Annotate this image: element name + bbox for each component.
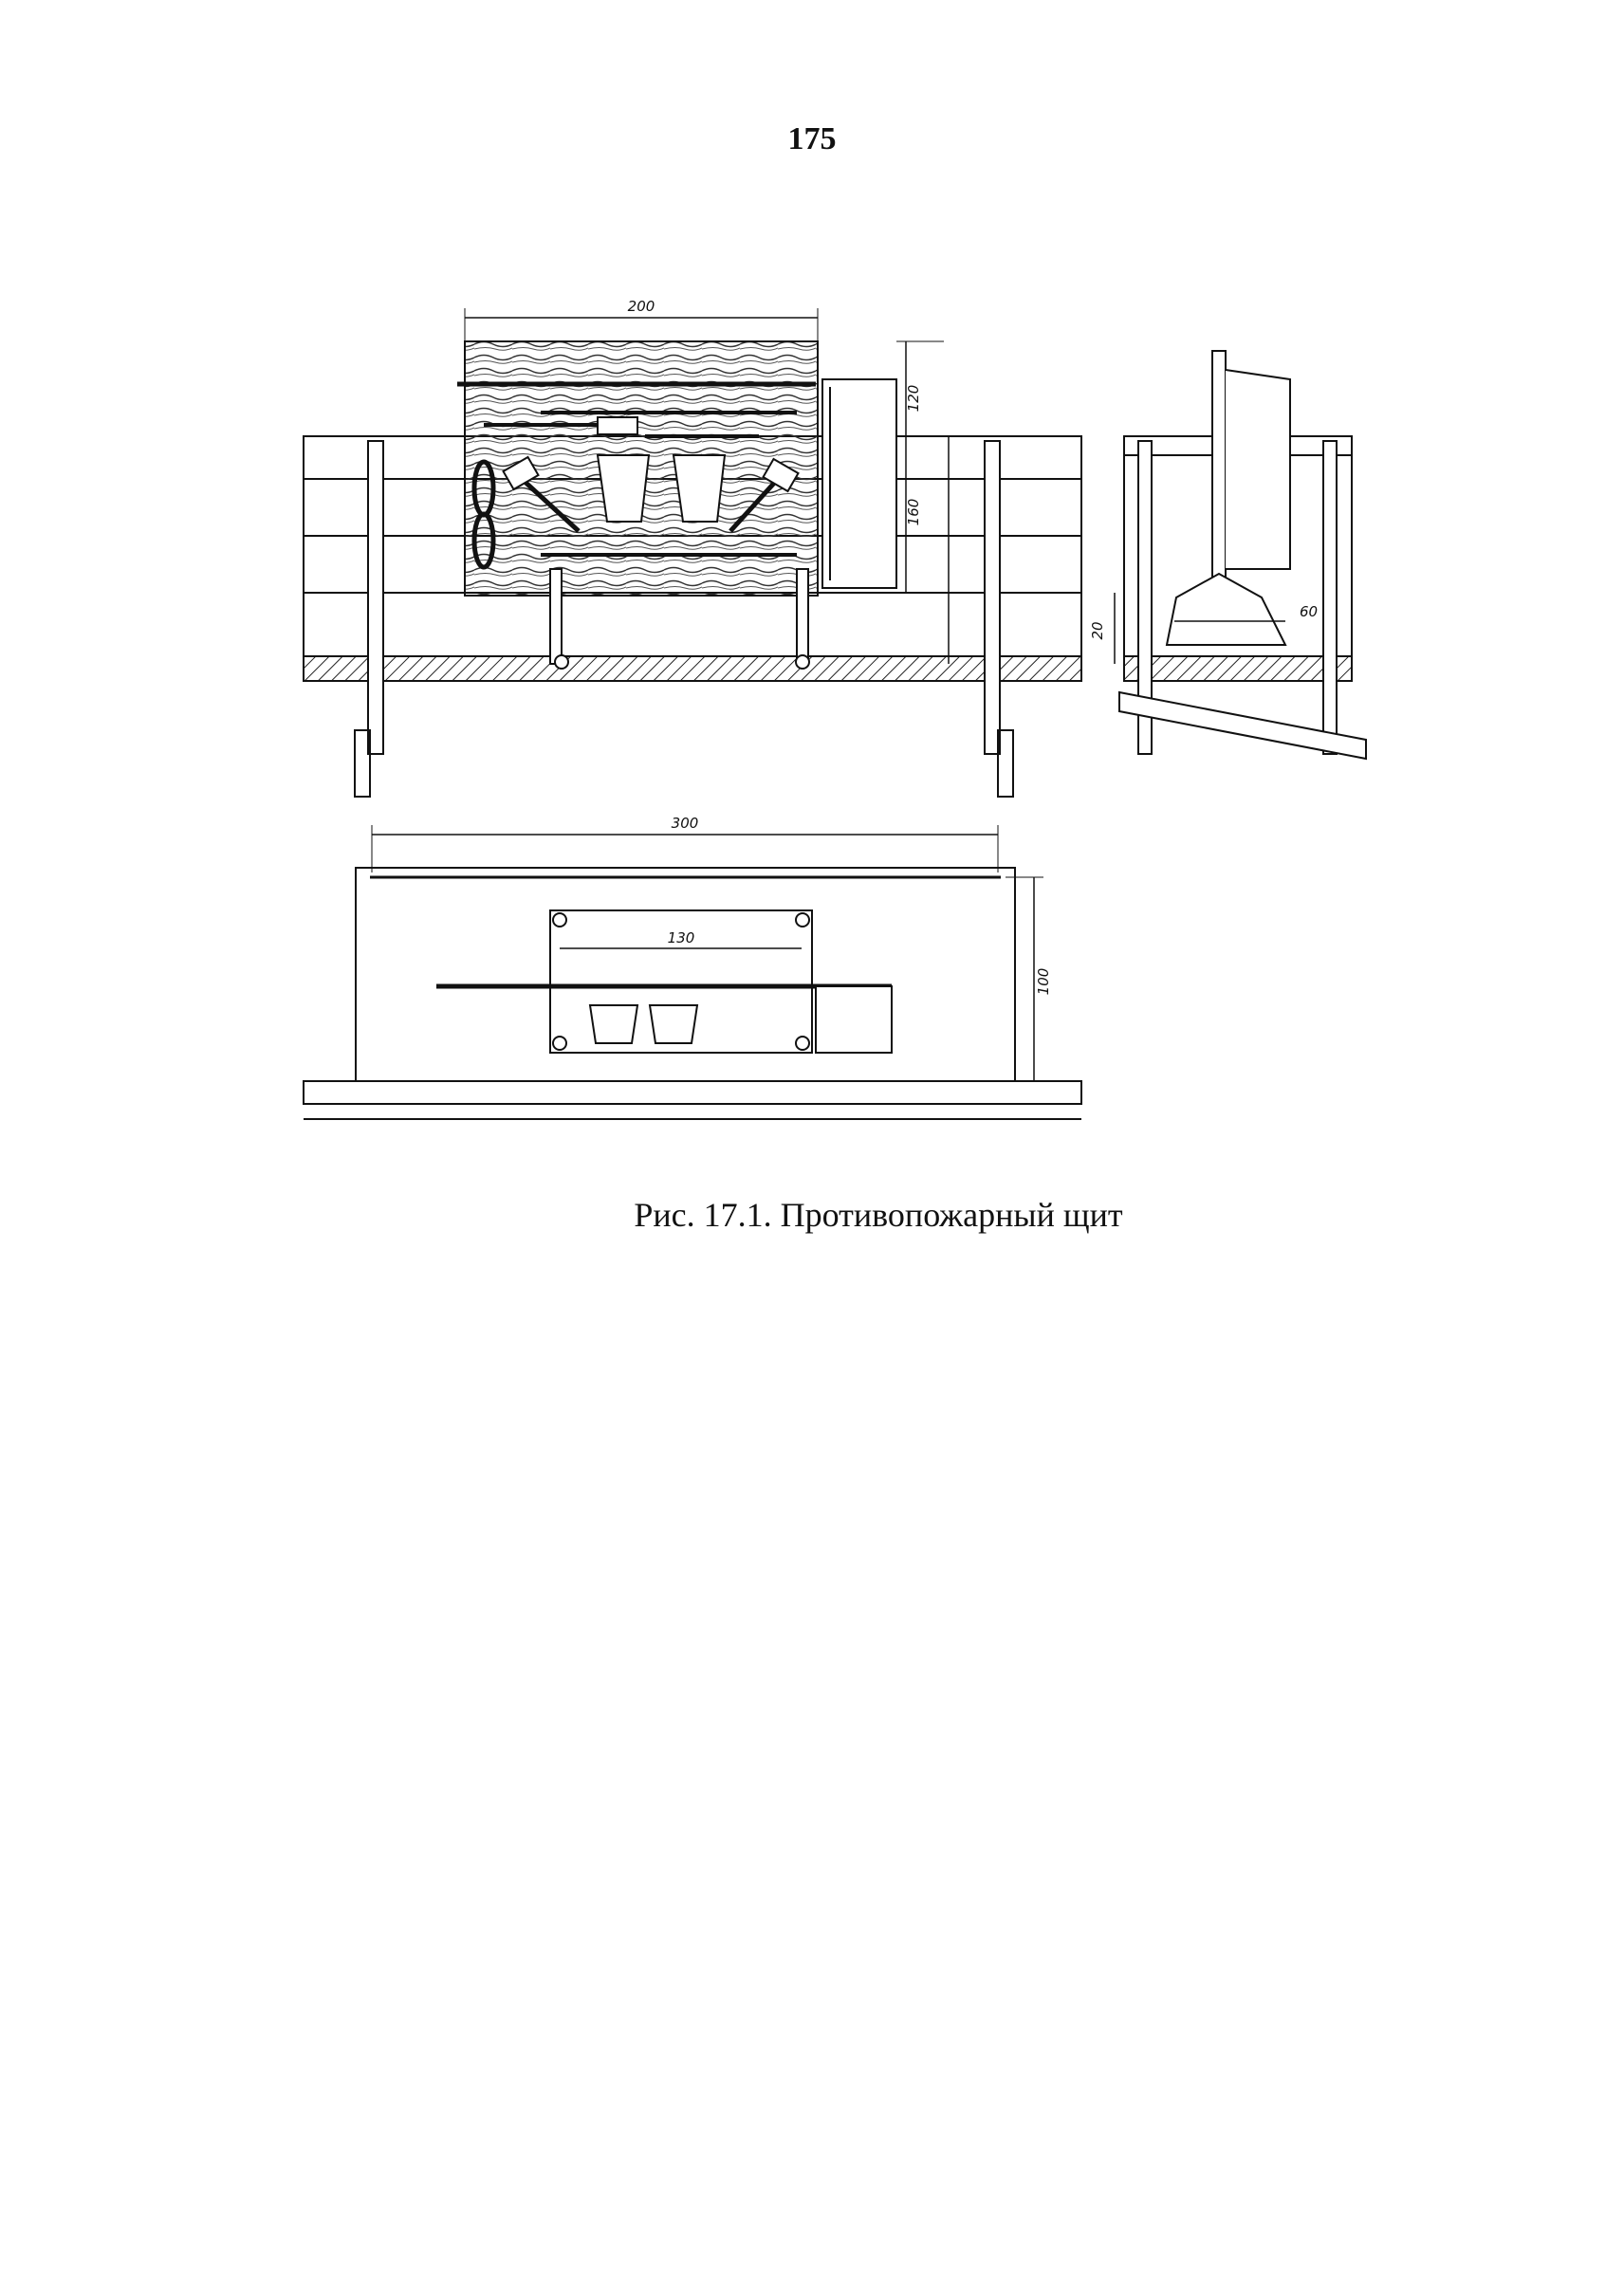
dim-side-offset: 60 [1300,603,1319,620]
page-number: 175 [787,121,837,156]
fire-shield-drawing [285,285,1404,1138]
plan-bucket-left [590,1005,637,1043]
plan-view [304,825,1081,1119]
front-post-right [985,441,1000,754]
side-stand [1167,574,1285,645]
dim-plan-width: 300 [671,815,699,832]
dim-plan-depth: 100 [1035,967,1052,996]
front-floor-slab [304,656,1081,681]
bucket-right [674,455,725,522]
side-view [1115,351,1366,759]
front-post-left [368,441,383,754]
plan-base [304,1081,1081,1104]
dim-plan-inner: 130 [667,929,695,946]
front-view [304,308,1081,797]
dim-lower-height: 160 [905,498,922,526]
dim-side-clearance: 20 [1089,621,1106,640]
side-shield-profile [1212,351,1226,579]
plan-bucket-right [650,1005,697,1043]
shield-leg-right [797,569,808,664]
dim-front-width: 200 [627,298,655,315]
technical-drawing [285,285,1404,1138]
dim-upper-height: 120 [905,384,922,413]
sand-box [822,379,896,588]
side-floor-slab [1124,656,1352,681]
shield-leg-left [550,569,562,664]
side-post-right [1323,441,1337,754]
bucket-left [598,455,649,522]
figure-caption: Рис. 17.1. Противопожарный щит [634,1196,1123,1234]
